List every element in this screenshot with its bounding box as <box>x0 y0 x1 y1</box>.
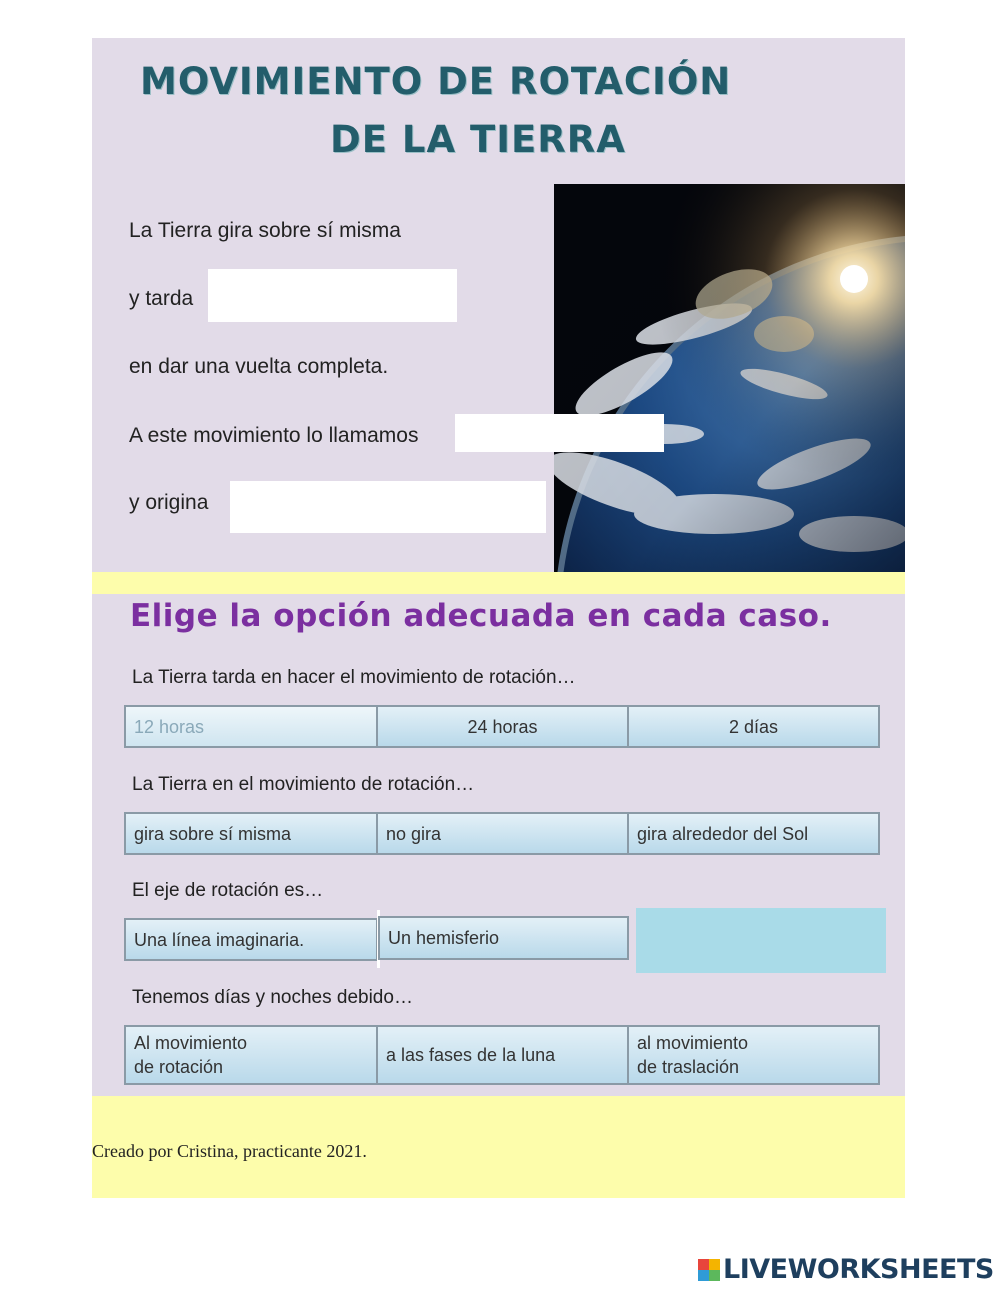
answer-blank-consequence[interactable] <box>230 481 546 533</box>
fill-in-line-1: La Tierra gira sobre sí misma <box>129 219 401 242</box>
q1-option-24-horas[interactable]: 24 horas <box>376 705 629 748</box>
fill-in-line-3: en dar una vuelta completa. <box>129 355 389 378</box>
q3-option-linea-imaginaria[interactable]: Una línea imaginaria. <box>124 918 378 961</box>
q1-option-2-dias[interactable]: 2 días <box>627 705 880 748</box>
question-3-prompt: El eje de rotación es… <box>132 880 324 901</box>
question-4-prompt: Tenemos días y noches debido… <box>132 987 413 1008</box>
q2-option-gira-sobre-si-misma[interactable]: gira sobre sí misma <box>124 812 378 855</box>
answer-blank-movement-name[interactable] <box>455 414 664 452</box>
answer-blank-duration[interactable] <box>208 269 457 322</box>
earth-image <box>554 184 905 572</box>
q3-drop-area[interactable] <box>636 908 886 973</box>
option-text-line: de rotación <box>134 1057 224 1077</box>
credit-line: Creado por Cristina, practicante 2021. <box>92 1141 367 1161</box>
option-text-line: al movimiento <box>637 1033 749 1053</box>
option-text-line: Al movimiento <box>134 1033 248 1053</box>
worksheet-title-line-2: DE LA TIERRA <box>330 118 626 161</box>
liveworksheets-brand[interactable] <box>698 1254 994 1285</box>
fill-in-line-5-prefix: y origina <box>129 491 209 514</box>
brand-name: LIVEWORKSHEETS <box>723 1254 994 1285</box>
q2-option-gira-alrededor-del-sol[interactable]: gira alrededor del Sol <box>627 812 880 855</box>
q3-option-hemisferio[interactable]: Un hemisferio <box>378 916 629 960</box>
liveworksheets-logo-icon <box>698 1259 720 1281</box>
yellow-divider-band <box>92 572 905 594</box>
q4-option-movimiento-rotacion[interactable] <box>124 1025 378 1085</box>
section-heading: Elige la opción adecuada en cada caso. <box>130 598 832 634</box>
question-2-prompt: La Tierra en el movimiento de rotación… <box>132 774 475 795</box>
worksheet-title-line-1: MOVIMIENTO DE ROTACIÓN <box>140 60 732 103</box>
option-text-line: de traslación <box>637 1057 740 1077</box>
q4-option-movimiento-traslacion[interactable] <box>627 1025 880 1085</box>
q1-option-12-horas[interactable]: 12 horas <box>124 705 378 748</box>
q4-option-fases-luna[interactable]: a las fases de la luna <box>376 1025 629 1085</box>
fill-in-line-4-prefix: A este movimiento lo llamamos <box>129 424 419 447</box>
q2-option-no-gira[interactable]: no gira <box>376 812 629 855</box>
fill-in-line-2-prefix: y tarda <box>129 287 194 310</box>
question-1-prompt: La Tierra tarda en hacer el movimiento de rotación… <box>132 667 576 688</box>
